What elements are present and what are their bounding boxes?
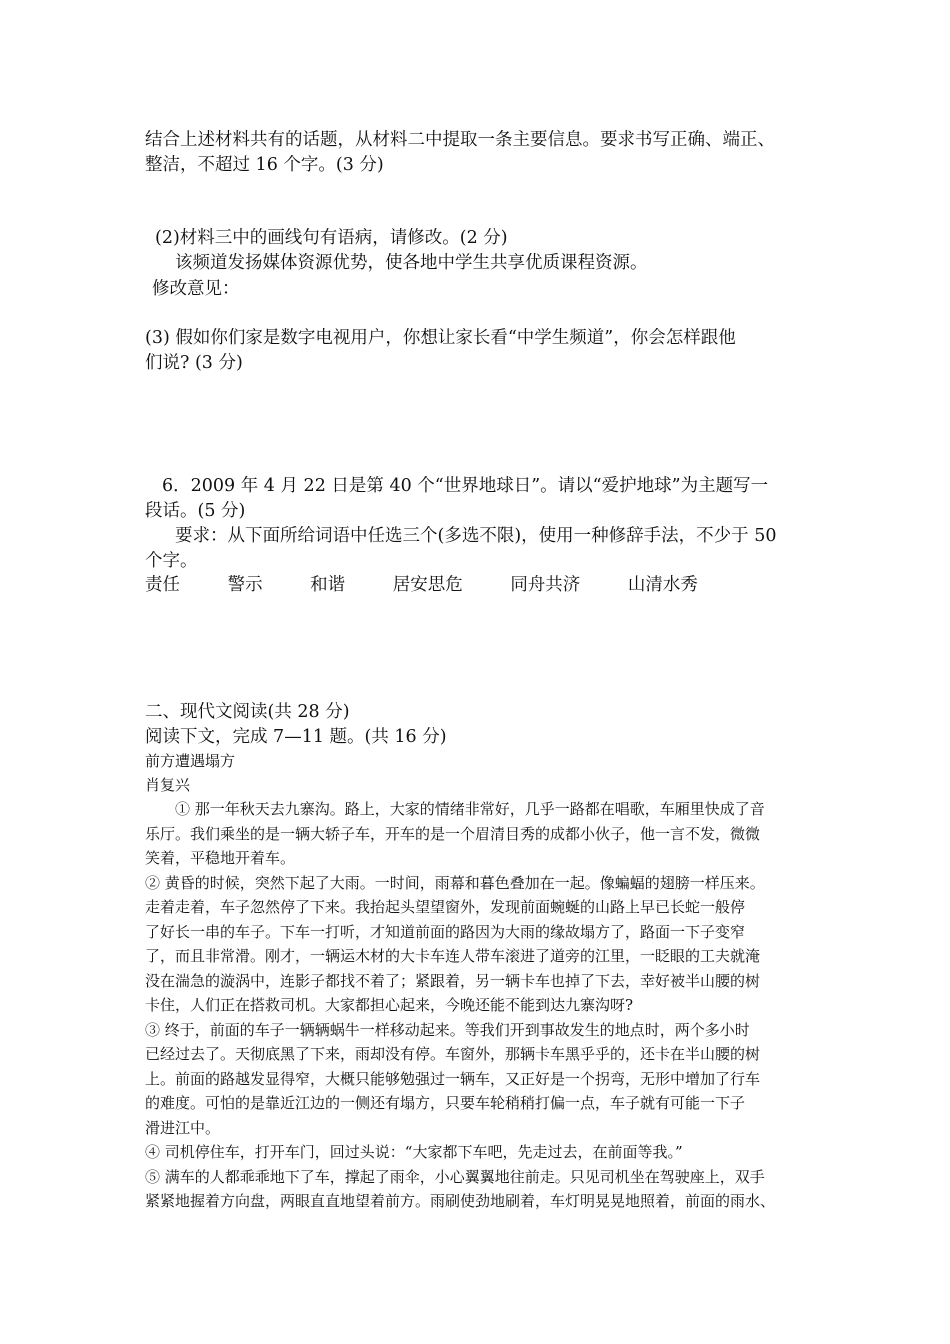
q6-word-list [145,573,740,597]
q5-part3-line-2: 们说? (3 分) [145,353,243,373]
article-line: 紧紧地握着方向盘，两眼直直地望着前方。雨刷使劲地刷着，车灯明晃晃地照着，前面的雨水、 [145,1192,776,1210]
q5-part3-line-1: (3) 假如你们家是数字电视用户，你想让家长看“中学生频道”，你会怎样跟他 [145,328,736,348]
article-line: 卡住，人们正在搭救司机。大家都担心起来，今晚还能不能到达九寨沟呀? [145,996,634,1014]
q5-line-1: 结合上述材料共有的话题，从材料二中提取一条主要信息。要求书写正确、端正、 [145,130,775,150]
q5-line-2: 整洁，不超过 16 个字。(3 分) [145,155,384,175]
article-line: 没在湍急的漩涡中，连影子都找不着了；紧跟着，另一辆卡车也掉了下去，幸好被半山腰的树 [145,972,761,990]
word-item: 居安思危 [392,575,463,595]
q6-line-2: 段话。(5 分) [145,501,246,521]
reading-instruction: 阅读下文，完成 7—11 题。(共 16 分) [145,727,447,747]
article-line: ④ 司机停住车，打开车门，回过头说：“大家都下车吧，先走过去，在前面等我。” [145,1143,683,1161]
word-item: 和谐 [310,575,346,595]
article-line: ⑤ 满车的人都乖乖地下了车，撑起了雨伞，小心翼翼地往前走。只见司机坐在驾驶座上，双手 [145,1168,765,1186]
article-line: 走着走着，车子忽然停了下来。我抬起头望望窗外，发现前面蜿蜒的山路上早已长蛇一般停 [145,898,746,916]
word-item: 责任 [145,575,180,595]
article-line: 乐厅。我们乘坐的是一辆大轿子车，开车的是一个眉清目秀的成都小伙子，他一言不发，微微 [145,825,761,843]
article-line: 了，而且非常滑。刚才，一辆运木材的大卡车连人带车滚进了道旁的江里，一眨眼的工夫就淹 [145,947,761,965]
article-line: 滑进江中。 [145,1119,221,1137]
word-item: 警示 [227,575,263,595]
section-heading: 二、现代文阅读(共 28 分) [145,702,350,722]
article-line: 的难度。可怕的是靠近江边的一侧还有塌方，只要车轮稍稍打偏一点，车子就有可能一下子 [145,1094,746,1112]
word-item: 山清水秀 [627,575,698,595]
q5-part2-revise-label: 修改意见： [152,279,240,299]
q6-requirement-1: 要求：从下面所给词语中任选三个(多选不限)，使用一种修辞手法，不少于 50 [175,526,777,546]
article-line: ① 那一年秋天去九寨沟。路上，大家的情绪非常好，几乎一路都在唱歌，车厢里快成了音 [175,800,765,818]
q5-part2-title: (2)材料三中的画线句有语病，请修改。(2 分) [155,228,508,248]
q6-requirement-2: 个字。 [145,551,198,571]
article-line: 笑着，平稳地开着车。 [145,849,296,867]
word-item: 同舟共济 [510,575,581,595]
q5-part2-sentence: 该频道发扬媒体资源优势，使各地中学生共享优质课程资源。 [175,253,648,273]
article-title: 前方遭遇塌方 [145,752,236,770]
article-line: 已经过去了。天彻底黑了下来，雨却没有停。车窗外，那辆卡车黑乎乎的，还卡在半山腰的树 [145,1045,761,1063]
article-author: 肖复兴 [145,776,191,794]
article-line: ③ 终于，前面的车子一辆辆蜗牛一样移动起来。等我们开到事故发生的地点时，两个多小时 [145,1021,750,1039]
article-line: ② 黄昏的时候，突然下起了大雨。一时间，雨幕和暮色叠加在一起。像蝙蝠的翅膀一样压来。 [145,874,765,892]
article-line: 了好长一串的车子。下车一打听，才知道前面的路因为大雨的缘故塌方了，路面一下子变窄 [145,923,746,941]
article-line: 上。前面的路越发显得窄，大概只能够勉强过一辆车，又正好是一个拐弯，无形中增加了行车 [145,1070,761,1088]
q6-line-1: 6．2009 年 4 月 22 日是第 40 个“世界地球日”。请以“爱护地球”为主题写一 [162,476,769,496]
